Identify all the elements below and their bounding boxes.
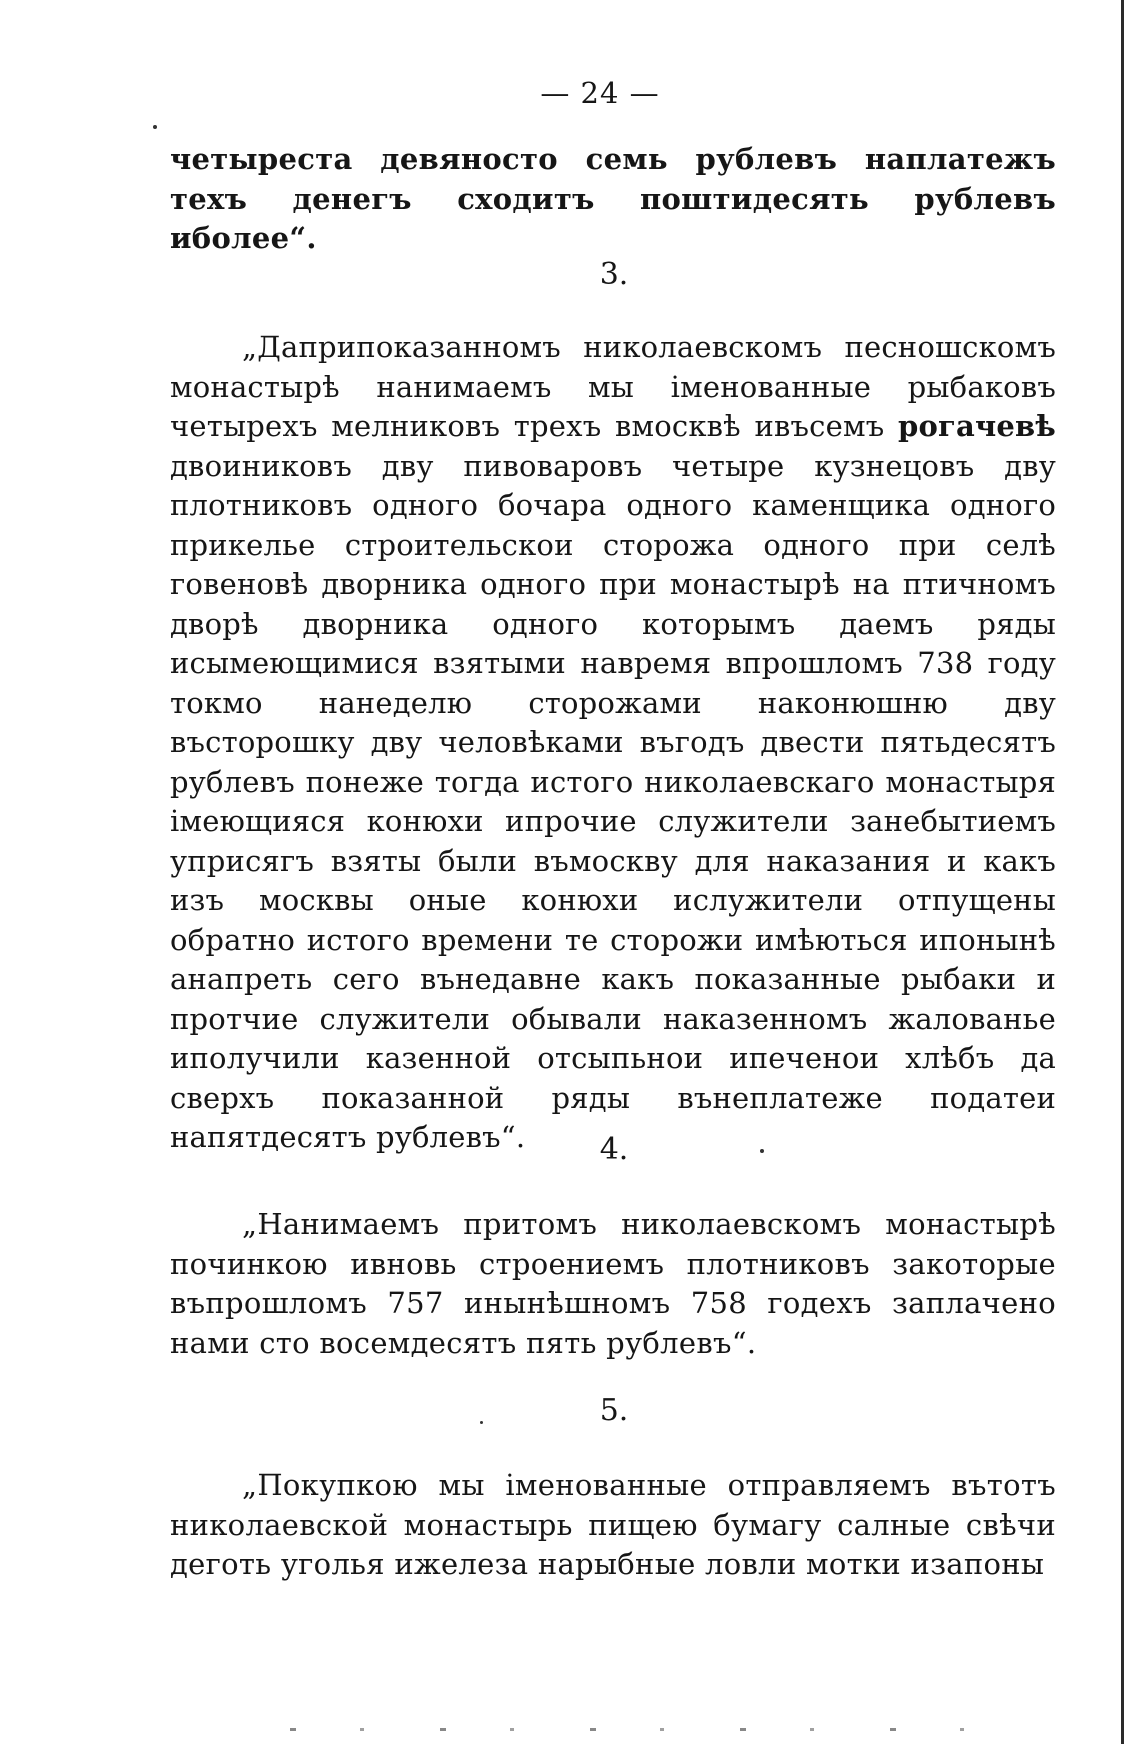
paragraph-text-start: „Даприпоказанномъ николаевскомъ песношскомъ монастырѣ нанимаемъ мы іменованные рыбаковъ четырехъ мелниковъ трехъ вмосквѣ ивъсемъ (170, 330, 1056, 443)
paragraph-text: „Покупкою мы іменованные отправляемъ вътотъ николаевской монастырь пищею бумагу салные свѣчи деготь уголья ижелеза нарыбные ловли мотки изапоны (170, 1468, 1056, 1581)
section-number-4: 4. (599, 1132, 629, 1167)
paragraph-text (170, 328, 1056, 1158)
paragraph-text: „Нанимаемъ притомъ николаевскомъ монастырѣ починкою ивновь строениемъ плотниковъ закоторые въпрошломъ 757 инынѣшномъ 758 годехъ заплачено нами сто восемдесятъ пять рублевъ“. (170, 1207, 1056, 1360)
emphasized-word: рогачевѣ (898, 409, 1056, 443)
section-number-5: 5. (599, 1393, 629, 1428)
section-number-3: 3. (599, 257, 629, 292)
paragraph-continuation (170, 140, 1056, 259)
scan-speck (480, 1421, 483, 1424)
page-edge-rule (1121, 0, 1124, 1744)
paragraph-section-3 (170, 328, 1056, 1158)
paragraph-section-5 (170, 1466, 1056, 1585)
scan-noise-bottom (290, 1728, 990, 1731)
scan-speck (760, 1149, 764, 1153)
scan-speck (153, 125, 157, 129)
page-number: — 24 — (540, 76, 660, 110)
paragraph-text: четыреста девяносто семь рублевъ наплатежъ техъ денегъ сходитъ поштидесять рублевъ иболее“. (170, 142, 1056, 255)
paragraph-text-end: двоиниковъ дву пивоваровъ четыре кузнецовъ дву плотниковъ одного бочара одного каменщика одного прикелье строительскои сторожа одного при селѣ говеновѣ дворника одного при монастырѣ на птичномъ дворѣ дворника одного которымъ даемъ ряды исымеющимися взятыми навремя впрошломъ 738 году токмо нанеделю сторожами наконюшню дву въсторошку дву человѣками въгодъ двести пятьдесятъ рублевъ понеже тогда истого николаевскаго монастыря імеющияся конюхи ипрочие служители занебытиемъ уприсягъ взяты были въмоскву для наказания и какъ изъ москвы оные конюхи ислужители отпущены обратно истого времени те сторожи имѣються ипонынѣ анапреть сего вънедавне какъ показанные рыбаки и протчие служители обывали наказенномъ жалованье иполучили казенной отсыпьнои ипеченои хлѣбъ да сверхъ показанной ряды вънеплатеже податеи напятдесятъ рублевъ“. (170, 448, 1056, 1154)
paragraph-section-4 (170, 1205, 1056, 1363)
